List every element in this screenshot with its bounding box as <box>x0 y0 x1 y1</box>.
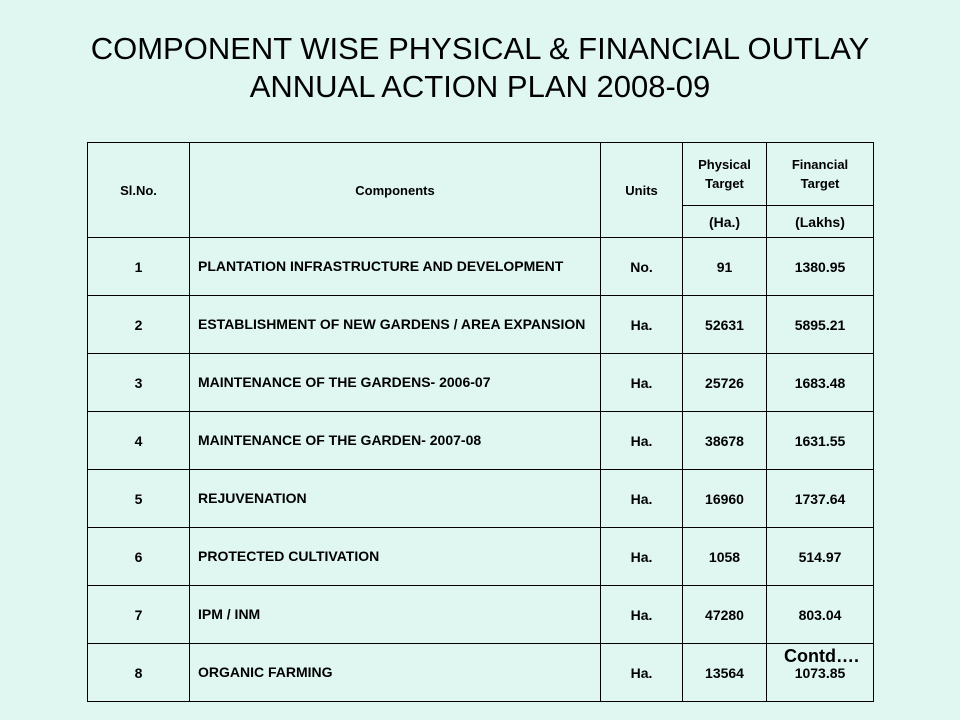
cell-sl-no: 7 <box>88 586 190 644</box>
table-row <box>88 296 874 354</box>
header-units: Units <box>601 143 683 238</box>
cell-sl-no: 5 <box>88 470 190 528</box>
cell-sl-no: 3 <box>88 354 190 412</box>
cell-physical-target: 47280 <box>683 586 767 644</box>
cell-financial-target: 5895.21 <box>767 296 874 354</box>
cell-component: ESTABLISHMENT OF NEW GARDENS / AREA EXPANSION <box>190 296 601 354</box>
cell-component: IPM / INM <box>190 586 601 644</box>
title-line-1: COMPONENT WISE PHYSICAL & FINANCIAL OUTLAY <box>90 31 870 66</box>
cell-unit: Ha. <box>601 354 683 412</box>
header-financial-unit: (Lakhs) <box>767 206 874 238</box>
cell-component: PLANTATION INFRASTRUCTURE AND DEVELOPMENT <box>190 238 601 296</box>
page-title <box>0 30 960 106</box>
cell-financial-target: 1737.64 <box>767 470 874 528</box>
cell-unit: Ha. <box>601 470 683 528</box>
cell-physical-target: 38678 <box>683 412 767 470</box>
table-body <box>88 238 874 702</box>
table-row <box>88 354 874 412</box>
cell-financial-target: 1683.48 <box>767 354 874 412</box>
cell-physical-target: 16960 <box>683 470 767 528</box>
cell-financial-target: 514.97 <box>767 528 874 586</box>
cell-financial-target: 803.04 <box>767 586 874 644</box>
cell-physical-target: 1058 <box>683 528 767 586</box>
header-physical-unit: (Ha.) <box>683 206 767 238</box>
table-row <box>88 586 874 644</box>
cell-financial-target: 1631.55 <box>767 412 874 470</box>
cell-unit: Ha. <box>601 296 683 354</box>
table-row <box>88 644 874 702</box>
cell-physical-target: 13564 <box>683 644 767 702</box>
header-components: Components <box>190 143 601 238</box>
cell-sl-no: 1 <box>88 238 190 296</box>
table-row <box>88 412 874 470</box>
outlay-table <box>87 142 874 702</box>
table-row <box>88 528 874 586</box>
cell-component: REJUVENATION <box>190 470 601 528</box>
title-line-2: ANNUAL ACTION PLAN 2008-09 <box>249 69 711 104</box>
cell-financial-target: 1380.95 <box>767 238 874 296</box>
cell-component: PROTECTED CULTIVATION <box>190 528 601 586</box>
cell-physical-target: 25726 <box>683 354 767 412</box>
header-financial-target: Financial Target <box>767 143 874 206</box>
cell-unit: Ha. <box>601 412 683 470</box>
table-header-row <box>88 143 874 206</box>
table-row <box>88 470 874 528</box>
header-physical-target: Physical Target <box>683 143 767 206</box>
cell-sl-no: 6 <box>88 528 190 586</box>
header-sl-no: Sl.No. <box>88 143 190 238</box>
continued-label: Contd…. <box>784 646 859 666</box>
cell-unit: Ha. <box>601 644 683 702</box>
cell-component: MAINTENANCE OF THE GARDEN- 2007-08 <box>190 412 601 470</box>
cell-unit: Ha. <box>601 528 683 586</box>
cell-unit: Ha. <box>601 586 683 644</box>
cell-sl-no: 2 <box>88 296 190 354</box>
cell-component: MAINTENANCE OF THE GARDENS- 2006-07 <box>190 354 601 412</box>
cell-component: ORGANIC FARMING <box>190 644 601 702</box>
cell-unit: No. <box>601 238 683 296</box>
cell-financial-target: 1073.85 <box>767 644 874 702</box>
cell-sl-no: 8 <box>88 644 190 702</box>
cell-sl-no: 4 <box>88 412 190 470</box>
cell-physical-target: 52631 <box>683 296 767 354</box>
table-row <box>88 238 874 296</box>
cell-physical-target: 91 <box>683 238 767 296</box>
